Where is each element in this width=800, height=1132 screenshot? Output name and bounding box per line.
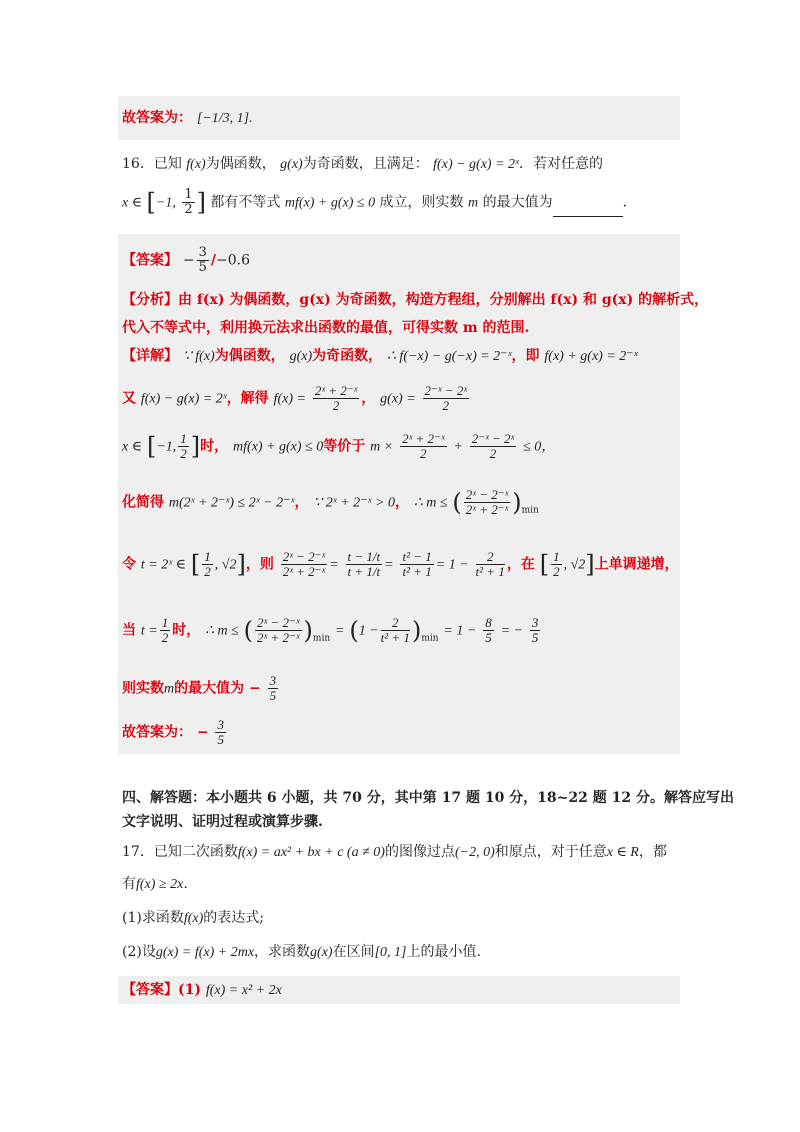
d5-frac4: $\frac{2}{\text{t² + 1}}$ <box>475 549 505 579</box>
q17-text-e: 和原点，对于任意 <box>494 844 607 860</box>
q17-p1-c: 的表达式; <box>203 910 264 926</box>
paren-left: ( <box>349 616 359 645</box>
d5-int-r: , √2 <box>214 557 237 573</box>
d3-frac2: $\frac{\text{2⁻ˣ − 2ˣ}}{2}$ <box>471 431 515 461</box>
q17-text-a: 17．已知二次函数 <box>122 844 238 860</box>
analysis16-label: 【分析】 <box>122 292 178 308</box>
answer16-slash: / <box>210 252 217 269</box>
d4-min: min <box>521 505 539 516</box>
d2-frac1: $\frac{\text{2ˣ + 2⁻ˣ}}{2}$ <box>314 383 358 413</box>
d6-frac: $\frac{1}{2}$ <box>161 615 169 645</box>
q17-p1-f: f(x) <box>183 911 204 926</box>
d1-odd: 为奇函数， <box>312 348 383 364</box>
d2-comma: ， <box>361 390 376 407</box>
d3-frac1: $\frac{\text{2ˣ + 2⁻ˣ}}{2}$ <box>402 431 445 461</box>
q16-end: ． <box>622 194 637 211</box>
d6-time: 时， <box>172 622 201 639</box>
analysis16-text2: 代入不等式中，利用换元法求出函数的最值，可得实数 m 的范围. <box>122 320 530 336</box>
detail16-line2 <box>122 384 471 413</box>
d1-eq: ∴ f(−x) − g(−x) = 2⁻ˣ <box>387 349 512 364</box>
d3-equiv: 等价于 <box>323 438 366 455</box>
d3-int-frac: $\frac{1}{2}$ <box>180 431 187 461</box>
d7-frac: $\frac{3}{5}$ <box>269 673 277 703</box>
d6-eq: = <box>335 623 345 639</box>
q17-p2-gx: g(x) <box>310 945 333 960</box>
d5-frac3: $\frac{\text{t² − 1}}{\text{t² + 1}}$ <box>402 549 432 579</box>
q17-domain: x ∈ R <box>606 845 639 860</box>
d6-frac3: $\frac{8}{5}$ <box>485 615 492 645</box>
q17-text-c: 的图像过点 <box>384 844 455 860</box>
q16-line2 <box>122 188 637 217</box>
d3-x: x ∈ <box>122 439 143 455</box>
previous-answer-block <box>118 96 680 140</box>
q16-condition: f(x) − g(x) = 2ˣ <box>433 157 519 172</box>
d4-comma: ， <box>294 494 309 511</box>
d3-int: −1, <box>156 439 177 455</box>
detail16-line6 <box>122 616 542 649</box>
d5-then: ，则 <box>245 556 274 573</box>
detail16-line5 <box>122 550 679 579</box>
d2-frac2: $\frac{\text{2⁻ˣ − 2ˣ}}{2}$ <box>424 383 468 413</box>
answer16-alt: −0.6 <box>216 252 251 269</box>
d1-eq2: f(x) + g(x) = 2⁻ˣ <box>544 349 638 364</box>
d5-eq3: = 1 − <box>435 557 469 573</box>
d6-t: t = <box>140 623 158 639</box>
detail16-line7 <box>122 674 280 703</box>
q16-inequality: mf(x) + g(x) ≤ 0 <box>284 195 376 211</box>
d5-in: ，在 <box>506 556 535 573</box>
d3-ineq: mf(x) + g(x) ≤ 0 <box>233 439 324 455</box>
q17-ineq: f(x) ≥ 2x <box>136 877 184 892</box>
bracket-right: ] <box>190 432 201 461</box>
d5-int2-frac: $\frac{1}{2}$ <box>553 549 560 579</box>
answer16-neg: − <box>182 252 195 269</box>
bracket-left: [ <box>146 188 156 217</box>
q16-text-d: 成立，则实数 <box>379 194 464 211</box>
q17-p2-e: 在区间 <box>332 944 375 960</box>
q16-line1 <box>122 154 603 175</box>
q16-text-e: 的最大值为 <box>482 194 553 211</box>
d4-ineq: m(2ˣ + 2⁻ˣ) ≤ 2ˣ − 2⁻ˣ <box>168 495 295 511</box>
d5-increasing: 上单调递增， <box>594 556 679 573</box>
d6-eq3: = − <box>500 623 523 639</box>
d5-t: t = 2ˣ ∈ <box>140 557 187 573</box>
d2-you: 又 <box>122 390 136 407</box>
q17-point: (−2, 0) <box>454 845 495 860</box>
bracket-right: ] <box>236 550 246 579</box>
section4-line2: 文字说明、证明过程或演算步骤. <box>122 814 323 830</box>
q16-even: 为偶函数， <box>205 156 276 172</box>
solution-16-block <box>118 234 709 754</box>
q17-p1-a: (1)求函数 <box>122 910 184 926</box>
bracket-left: [ <box>190 550 201 579</box>
d1-even: 为偶函数， <box>214 348 285 364</box>
q17-p2-c: ，求函数 <box>254 944 311 960</box>
analysis16-text1: 由 f(x) 为偶函数，g(x) 为奇函数，构造方程组，分别解出 f(x) 和 g(x) 的解析式， <box>178 292 709 308</box>
bracket-right: ] <box>585 550 595 579</box>
d8-answer: 故答案为： − <box>122 724 209 741</box>
d6-frac4: $\frac{3}{5}$ <box>531 615 539 645</box>
paren-right: ) <box>512 488 522 517</box>
d6-min: min <box>312 633 331 644</box>
paren-left: ( <box>243 616 254 645</box>
q17-text-g: ，都 <box>638 844 667 860</box>
q16-number: 16． <box>122 156 154 172</box>
d1-f: ∵ f(x) <box>182 349 215 364</box>
analysis16-line2 <box>122 318 529 338</box>
detail16-line3 <box>122 432 555 461</box>
d6-one: 1 − <box>358 623 379 639</box>
d5-eq2: = <box>384 557 394 573</box>
d6-when: 当 <box>122 622 136 639</box>
answer-interval: [−1/3, 1]. <box>196 111 253 126</box>
d3-le0: ≤ 0， <box>523 439 556 455</box>
answer17-part: (1) <box>178 982 201 998</box>
q16-f: f(x) <box>186 157 206 172</box>
q17-part2 <box>122 942 481 963</box>
d5-frac1: $\frac{\text{2ˣ − 2⁻ˣ}}{\text{2ˣ + 2⁻ˣ}}$ <box>282 549 326 579</box>
detail16-line1 <box>122 346 638 367</box>
q16-text-b: ．若对任意的 <box>518 156 603 172</box>
d2-solve: ，解得 <box>226 390 269 407</box>
q16-odd: 为奇函数，且满足： <box>302 156 429 172</box>
paren-left: ( <box>452 488 462 517</box>
section4-line1: 四、解答题：本小题共 6 小题，共 70 分，其中第 17 题 10 分，18~22 题 12 分。解答应写出 <box>122 790 734 806</box>
q17-period: . <box>183 876 188 892</box>
d2-eq: f(x) − g(x) = 2ˣ <box>140 391 227 407</box>
bracket-right: ] <box>196 188 206 217</box>
q16-text-a: 已知 <box>153 156 182 172</box>
q17-p2-g: g(x) = f(x) + 2mx <box>155 945 255 960</box>
answer16-line <box>122 246 250 275</box>
analysis16-line1 <box>122 290 708 310</box>
answer17-line <box>122 980 282 1001</box>
q16-g: g(x) <box>280 157 303 172</box>
d7-m: m <box>164 681 175 697</box>
paren-right: ) <box>411 616 422 645</box>
q17-p2-interval: [0, 1] <box>374 945 407 960</box>
detail16-label: 【详解】 <box>122 348 178 364</box>
d6-eq2: = 1 − <box>443 623 477 639</box>
d3-when: 时， <box>200 438 229 455</box>
d2-f: f(x) = <box>273 391 306 407</box>
d2-g: g(x) = <box>380 391 416 407</box>
d3-m: m × <box>370 439 394 455</box>
d5-int-frac: $\frac{1}{2}$ <box>204 549 211 579</box>
d1-ie: ，即 <box>511 348 540 364</box>
d7-max: 的最大值为 − <box>174 680 261 697</box>
d6-frac1: $\frac{\text{2ˣ − 2⁻ˣ}}{\text{2ˣ + 2⁻ˣ}}$ <box>257 615 300 645</box>
question-17 <box>118 838 680 978</box>
q17-func: f(x) = ax² + bx + c (a ≠ 0) <box>237 845 385 860</box>
d5-let: 令 <box>122 556 136 573</box>
question-16 <box>118 150 680 230</box>
answer-17-block <box>118 976 680 1004</box>
d5-eq1: = <box>329 557 339 573</box>
q17-part1 <box>122 908 264 929</box>
q17-line1 <box>122 842 667 863</box>
answer17-label: 【答案】 <box>122 982 178 998</box>
d4-frac: $\frac{\text{2ˣ − 2⁻ˣ}}{\text{2ˣ + 2⁻ˣ}}$ <box>465 487 509 517</box>
d4-comma2: ， <box>394 494 409 511</box>
q16-m: m <box>468 195 479 211</box>
detail16-line4 <box>122 488 539 521</box>
bracket-left: [ <box>539 550 550 579</box>
d1-g: g(x) <box>289 349 313 364</box>
bracket-left: [ <box>146 432 157 461</box>
d7-then: 则实数 <box>122 680 164 697</box>
answer16-label: 【答案】 <box>122 252 178 269</box>
detail16-line8 <box>122 718 228 747</box>
answer17-expr: f(x) = x² + 2x <box>205 983 282 998</box>
q16-text-c: 都有不等式 <box>210 194 281 211</box>
q17-line2 <box>122 874 188 895</box>
d4-m: ∴ m ≤ <box>413 495 448 511</box>
d4-positive: ∵ 2ˣ + 2⁻ˣ > 0 <box>313 495 395 511</box>
q17-p2-g-text: 上的最小值. <box>406 944 481 960</box>
q17-have: 有 <box>122 876 136 892</box>
d6-m: ∴ m ≤ <box>205 623 239 639</box>
d6-min2: min <box>421 633 439 644</box>
answer-blank <box>553 202 623 217</box>
section-4-heading <box>118 784 734 834</box>
answer16-frac: $\frac{3}{5}$ <box>198 245 207 275</box>
previous-answer-line <box>122 108 253 129</box>
paren-right: ) <box>303 616 313 645</box>
q16-interval-left: −1, <box>155 195 176 211</box>
d8-frac: $\frac{3}{5}$ <box>217 717 224 747</box>
q17-p2-a: (2)设 <box>122 944 156 960</box>
d5-frac2: $\frac{t - 1/t}{t + 1/t}$ <box>347 549 381 579</box>
answer-label: 故答案为： <box>122 110 192 126</box>
d3-plus: + <box>453 439 463 455</box>
d6-frac2: $\frac{2}{\text{t² + 1}}$ <box>380 615 410 645</box>
q16-interval-var: x ∈ <box>122 195 143 211</box>
d5-int2-r: , √2 <box>563 557 586 573</box>
q16-interval-frac: $\frac{1}{2}$ <box>184 187 193 217</box>
d4-simplify: 化简得 <box>122 494 164 511</box>
